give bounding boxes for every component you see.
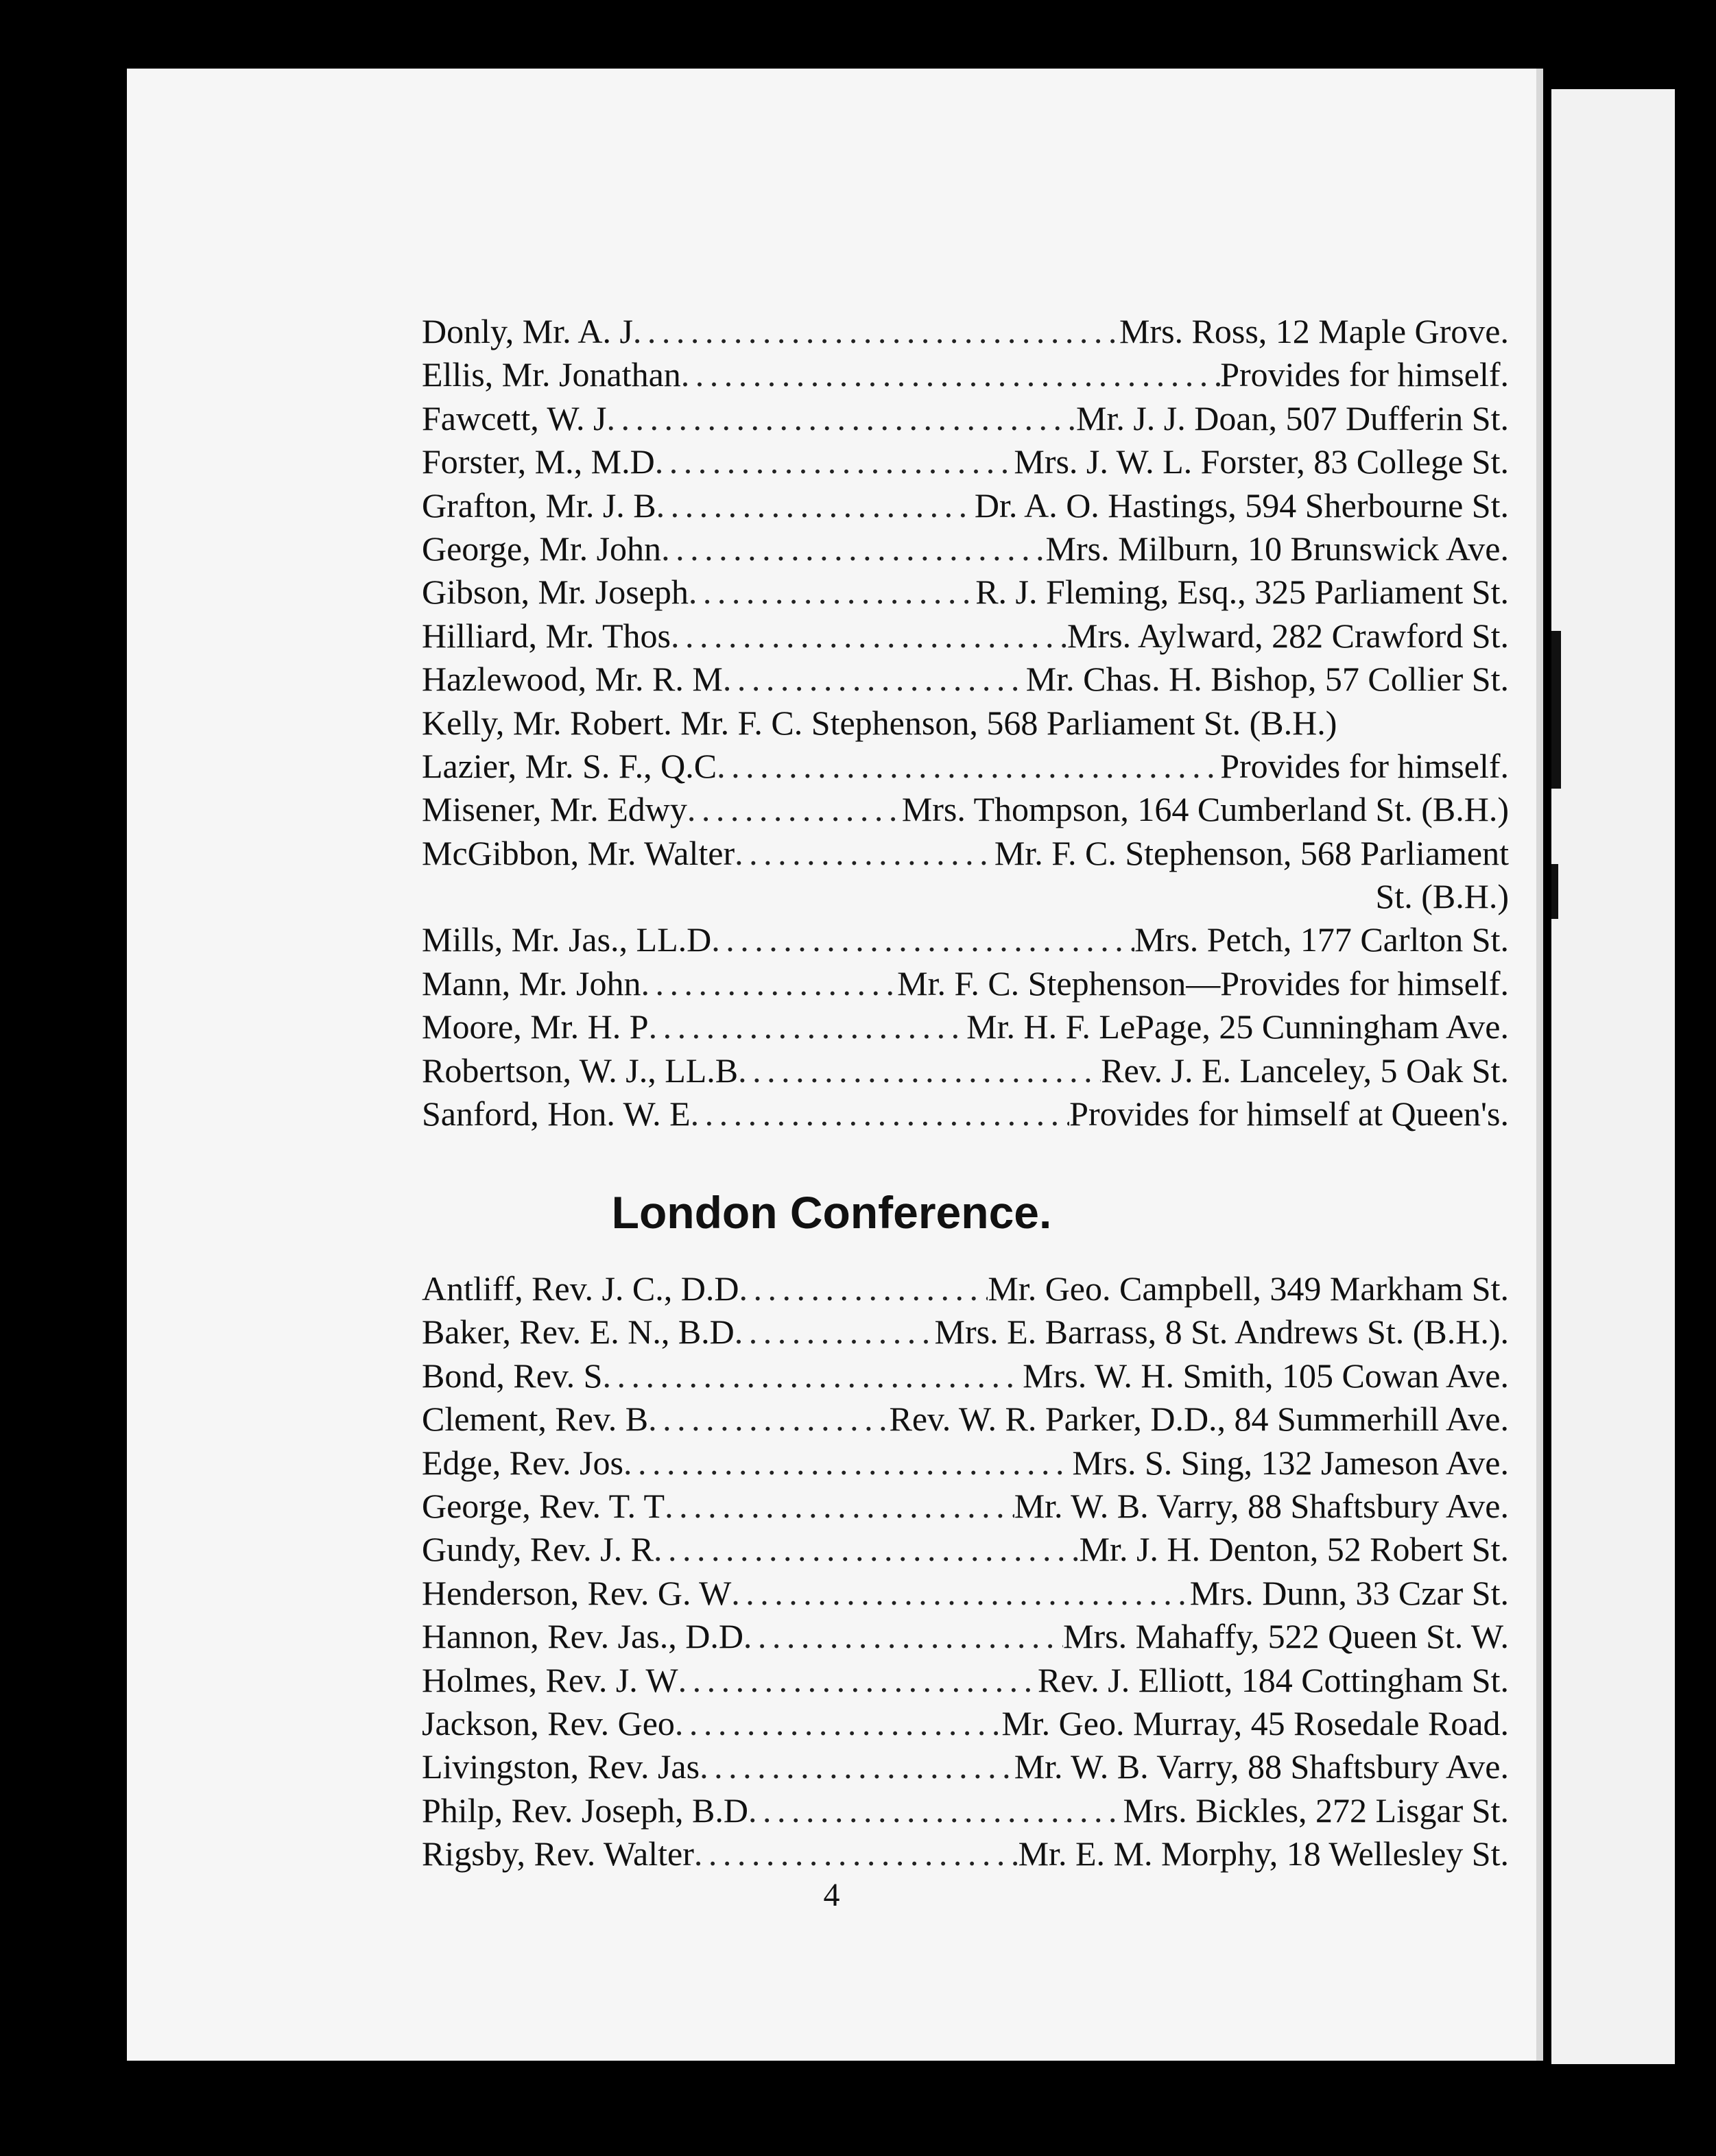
binding-mark	[1551, 631, 1561, 789]
list-item	[422, 571, 1509, 614]
host-address: Rev. J. E. Lanceley, 5 Oak St.	[1101, 1051, 1509, 1090]
guest-name: George, Rev. T. T	[422, 1486, 665, 1525]
host-address: Rev. W. R. Parker, D.D., 84 Summerhill Ave.	[889, 1400, 1509, 1439]
host-address: Mr. F. C. Stephenson, 568 Parliament	[994, 833, 1509, 872]
guest-name: Moore, Mr. H. P	[422, 1007, 649, 1046]
dot-leader	[648, 1398, 889, 1441]
list-item	[422, 353, 1509, 396]
list-item	[422, 702, 1509, 745]
host-address: Mr. W. B. Varry, 88 Shaftsbury Ave.	[1014, 1486, 1509, 1525]
list-item	[422, 962, 1509, 1005]
host-address: Mr. F. C. Stephenson—Provides for himself.	[897, 963, 1509, 1003]
guest-name: Mills, Mr. Jas., LL.D	[422, 920, 712, 959]
list-item	[422, 1528, 1509, 1571]
guest-name: Holmes, Rev. J. W	[422, 1660, 678, 1699]
host-address: Mrs. Aylward, 282 Crawford St.	[1067, 616, 1509, 655]
page-number: 4	[823, 1877, 840, 1913]
list-item	[422, 1267, 1509, 1310]
host-address: Mrs. E. Barrass, 8 St. Andrews St. (B.H.).	[934, 1313, 1509, 1352]
guest-name: Kelly, Mr. Robert. Mr. F. C. Stephenson, 568 Parliament St. (B.H.)	[422, 703, 1337, 742]
dot-leader	[623, 1441, 1072, 1485]
guest-name: Philp, Rev. Joseph, B.D	[422, 1790, 748, 1830]
host-address: Mr. E. M. Morphy, 18 Wellesley St.	[1018, 1834, 1509, 1873]
dot-leader	[606, 397, 1076, 440]
billeting-list-london-conference	[422, 1267, 1509, 1876]
host-address: Mrs. W. H. Smith, 105 Cowan Ave.	[1023, 1356, 1509, 1395]
guest-name: Sanford, Hon. W. E	[422, 1094, 691, 1134]
list-item	[422, 1049, 1509, 1092]
host-address: Mr. J. H. Denton, 52 Robert St.	[1079, 1530, 1509, 1569]
guest-name: Grafton, Mr. J. B	[422, 486, 656, 525]
host-address: Mr. W. B. Varry, 88 Shaftsbury Ave.	[1014, 1747, 1509, 1786]
adjacent-page-edge	[1551, 89, 1675, 2064]
entry-continuation: St. (B.H.)	[1375, 877, 1509, 916]
list-item	[422, 1354, 1509, 1398]
dot-leader	[717, 745, 1220, 788]
guest-name: Baker, Rev. E. N., B.D	[422, 1313, 735, 1352]
section-heading: London Conference.	[611, 1187, 1052, 1238]
dot-leader	[739, 1267, 988, 1310]
dot-leader	[735, 832, 994, 875]
dot-leader	[675, 1702, 1001, 1745]
guest-name: Henderson, Rev. G. W	[422, 1573, 732, 1612]
guest-name: Hilliard, Mr. Thos	[422, 616, 671, 655]
host-address: Mr. Chas. H. Bishop, 57 Collier St.	[1025, 660, 1509, 699]
list-item	[422, 440, 1509, 483]
list-item	[422, 918, 1509, 961]
guest-name: Robertson, W. J., LL.B	[422, 1051, 739, 1090]
host-address: Mrs. Milburn, 10 Brunswick Ave.	[1045, 529, 1509, 568]
list-item	[422, 484, 1509, 527]
binding-mark	[1551, 864, 1558, 919]
list-item	[422, 1615, 1509, 1658]
dot-leader	[743, 1615, 1063, 1658]
dot-leader	[735, 1310, 935, 1354]
list-item	[422, 1441, 1509, 1485]
dot-leader	[731, 1572, 1189, 1615]
page-content	[127, 69, 1536, 2061]
dot-leader	[649, 1005, 967, 1049]
list-item	[422, 1789, 1509, 1832]
host-address: Mrs. Thompson, 164 Cumberland St. (B.H.)	[901, 790, 1509, 829]
guest-name: Misener, Mr. Edwy	[422, 790, 687, 829]
guest-name: Edge, Rev. Jos	[422, 1443, 623, 1482]
guest-name: Fawcett, W. J	[422, 398, 607, 438]
guest-name: Bond, Rev. S	[422, 1356, 603, 1395]
guest-name: George, Mr. John	[422, 529, 662, 568]
guest-name: Donly, Mr. A. J	[422, 312, 633, 350]
host-address: Mrs. Bickles, 272 Lisgar St.	[1123, 1790, 1509, 1830]
host-address: Provides for himself.	[1220, 355, 1509, 394]
guest-name: Forster, M., M.D	[422, 442, 655, 481]
dot-leader	[633, 310, 1119, 353]
dot-leader	[723, 658, 1026, 701]
list-item	[422, 1398, 1509, 1441]
dot-leader	[681, 353, 1220, 396]
dot-leader	[641, 962, 897, 1005]
host-address: Mrs. Ross, 12 Maple Grove.	[1119, 312, 1509, 350]
list-item	[422, 1659, 1509, 1702]
host-address: Mrs. J. W. L. Forster, 83 College St.	[1014, 442, 1509, 481]
list-item	[422, 832, 1509, 875]
guest-name: Livingston, Rev. Jas	[422, 1747, 700, 1786]
host-address: Mr. Geo. Campbell, 349 Markham St.	[988, 1269, 1509, 1308]
list-item	[422, 1572, 1509, 1615]
host-address: Mr. J. J. Doan, 507 Dufferin St.	[1075, 398, 1509, 438]
host-address: Provides for himself at Queen's.	[1069, 1094, 1509, 1134]
host-address: Provides for himself.	[1220, 746, 1509, 785]
dot-leader	[689, 571, 975, 614]
dot-leader	[691, 1092, 1070, 1136]
host-address: Mrs. Petch, 177 Carlton St.	[1134, 920, 1509, 959]
list-item	[422, 1832, 1509, 1876]
list-item	[422, 1702, 1509, 1745]
list-item	[422, 1310, 1509, 1354]
guest-name: Mann, Mr. John	[422, 963, 641, 1003]
dot-leader	[665, 1485, 1014, 1528]
dot-leader	[656, 484, 975, 527]
guest-name: Gibson, Mr. Joseph	[422, 573, 689, 612]
dot-leader	[694, 1832, 1018, 1876]
host-address: Dr. A. O. Hastings, 594 Sherbourne St.	[974, 486, 1509, 525]
list-item	[422, 527, 1509, 571]
guest-name: Antliff, Rev. J. C., D.D	[422, 1269, 739, 1308]
dot-leader	[738, 1049, 1101, 1092]
dot-leader	[602, 1354, 1023, 1398]
guest-name: Gundy, Rev. J. R	[422, 1530, 654, 1569]
dot-leader	[661, 527, 1045, 571]
dot-leader	[655, 440, 1014, 483]
list-item	[422, 745, 1509, 788]
list-item	[422, 1005, 1509, 1049]
host-address: R. J. Fleming, Esq., 325 Parliament St.	[975, 573, 1509, 612]
list-item	[422, 788, 1509, 831]
guest-name: Ellis, Mr. Jonathan	[422, 355, 681, 394]
list-item	[422, 1485, 1509, 1528]
dot-leader	[678, 1659, 1038, 1702]
list-item	[422, 1745, 1509, 1788]
host-address: Mr. H. F. LePage, 25 Cunningham Ave.	[966, 1007, 1509, 1046]
dot-leader	[671, 614, 1067, 658]
host-address: Mrs. Mahaffy, 522 Queen St. W.	[1063, 1617, 1509, 1656]
host-address: Mrs. Dunn, 33 Czar St.	[1189, 1573, 1509, 1612]
dot-leader	[748, 1789, 1123, 1832]
host-address: Rev. J. Elliott, 184 Cottingham St.	[1037, 1660, 1509, 1699]
host-address: Mrs. S. Sing, 132 Jameson Ave.	[1072, 1443, 1509, 1482]
guest-name: Hazlewood, Mr. R. M	[422, 660, 723, 699]
guest-name: Hannon, Rev. Jas., D.D	[422, 1617, 743, 1656]
list-item	[422, 397, 1509, 440]
guest-name: Rigsby, Rev. Walter	[422, 1834, 694, 1873]
list-item	[422, 1092, 1509, 1136]
document-page	[127, 69, 1543, 2061]
dot-leader	[687, 788, 902, 831]
guest-name: Lazier, Mr. S. F., Q.C	[422, 746, 717, 785]
list-item	[422, 658, 1509, 701]
dot-leader	[711, 918, 1134, 961]
list-item	[422, 310, 1509, 353]
dot-leader	[700, 1745, 1014, 1788]
guest-name: Clement, Rev. B	[422, 1400, 649, 1439]
billeting-list-section1	[422, 310, 1509, 1136]
list-item	[422, 614, 1509, 658]
guest-name: McGibbon, Mr. Walter	[422, 833, 735, 872]
guest-name: Jackson, Rev. Geo	[422, 1703, 675, 1742]
dot-leader	[654, 1528, 1080, 1571]
host-address: Mr. Geo. Murray, 45 Rosedale Road.	[1001, 1703, 1509, 1742]
